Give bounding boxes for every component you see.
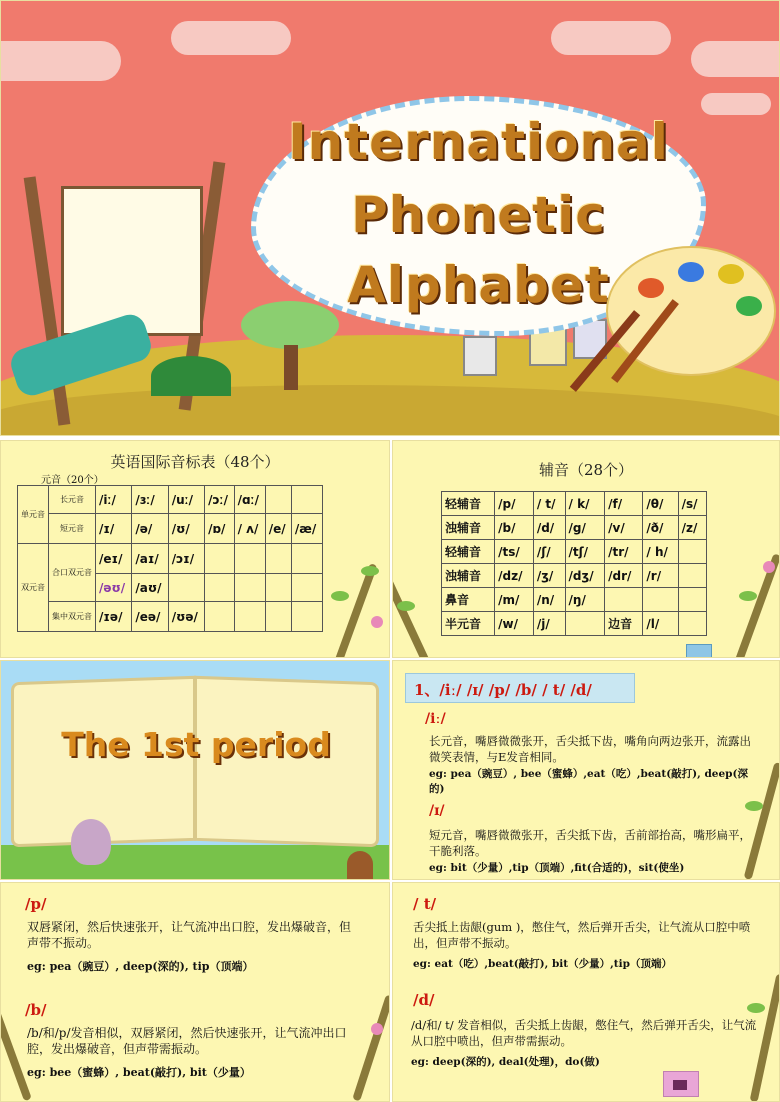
description: 短元音，嘴唇微微张开，舌尖抵下齿，舌前部抬高，嘴形扁平，干脆利落。 [429, 828, 751, 858]
row-label: 鼻音 [442, 588, 495, 612]
symbol-heading: /d/ [413, 991, 435, 1009]
example-line: eg: bit（少量）,tip（顶端）,fit(合适的)，sit(使坐) [429, 862, 685, 874]
ipa-cell [678, 540, 706, 564]
group-label: 双元音 [18, 544, 49, 632]
title-line-2: Phonetic [351, 186, 606, 244]
row-label: 长元音 [49, 486, 96, 514]
ipa-cell: /ɔː/ [205, 486, 235, 514]
ipa-cell: /p/ [495, 492, 534, 516]
description: /b/和/p/发音相似，双唇紧闭，然后快速张开，让气流冲出口腔，发出爆破音，但声带需振动。 [27, 1026, 347, 1056]
ipa-cell: /r/ [643, 564, 678, 588]
period-title: The 1st period [61, 725, 331, 764]
ipa-cell: /d/ [533, 516, 565, 540]
ipa-cell: /iː/ [96, 486, 132, 514]
cloud [701, 93, 771, 115]
row-label: 集中双元音 [49, 602, 96, 632]
ipa-cell: /ɑː/ [234, 486, 265, 514]
ipa-cell: /ɜː/ [132, 486, 168, 514]
next-arrow-button[interactable] [686, 644, 712, 658]
title-line-1: International [288, 113, 669, 171]
description: /d/和/ t/ 发音相似，舌尖抵上齿龈，憋住气，然后弹开舌尖，让气流从口腔中喷出，但声带需振动。 [411, 1018, 757, 1048]
leaf [331, 591, 349, 601]
ipa-cell: /ɔɪ/ [168, 544, 204, 574]
title-line-3: Alphabet [347, 256, 610, 314]
leaf [361, 566, 379, 576]
ipa-cell: /e/ [265, 514, 291, 544]
cloud [691, 41, 780, 77]
ipa-cell: /ɪə/ [96, 602, 132, 632]
ipa-cell: /n/ [533, 588, 565, 612]
flower [371, 616, 383, 628]
ipa-cell: /ɪ/ [96, 514, 132, 544]
ipa-cell: /eə/ [132, 602, 168, 632]
vine [332, 563, 377, 658]
ipa-cell: /ɒ/ [205, 514, 235, 544]
description: 长元音，嘴唇微微张开，舌尖抵下齿，嘴角向两边张开，流露出微笑表情，与E发音相同。 [429, 734, 751, 764]
vowel-heading: 英语国际音标表（48个） [110, 453, 280, 471]
ipa-cell: / ʌ/ [234, 514, 265, 544]
cloud [551, 21, 671, 55]
elephant-icon [71, 819, 111, 865]
row-label: 浊辅音 [442, 516, 495, 540]
row-label: 轻辅音 [442, 540, 495, 564]
consonant-heading: 辅音（28个） [538, 461, 634, 479]
example-line: eg: deep(深的), deal(处理)，do(做) [411, 1056, 600, 1068]
ipa-cell: / t/ [533, 492, 565, 516]
tree-trunk [284, 345, 298, 390]
symbol-heading: /p/ [25, 895, 47, 913]
ipa-cell: /əʊ/ [96, 574, 132, 602]
ipa-cell: /m/ [495, 588, 534, 612]
ipa-cell [291, 486, 322, 514]
symbol-heading: /iː/ [425, 711, 446, 727]
ipa-cell: /b/ [495, 516, 534, 540]
ipa-cell: /eɪ/ [96, 544, 132, 574]
ipa-cell: /l/ [643, 612, 678, 636]
leaf [397, 601, 415, 611]
period-slide [0, 660, 390, 880]
lesson-header [405, 673, 635, 703]
example-line: eg: pea（豌豆）, bee（蜜蜂）,eat（吃）,beat(敲打), deep(深的) [429, 768, 748, 795]
ipa-cell: /ʒ/ [533, 564, 565, 588]
ipa-cell: /dz/ [495, 564, 534, 588]
row-label: 半元音 [442, 612, 495, 636]
flower [371, 1023, 383, 1035]
ipa-cell: /ʊ/ [168, 514, 204, 544]
ipa-cell [265, 486, 291, 514]
video-camera-icon[interactable] [663, 1071, 699, 1097]
row-label: 浊辅音 [442, 564, 495, 588]
example-line: eg: bee（蜜蜂）, beat(敲打), bit（少量） [27, 1066, 251, 1079]
cloud [171, 21, 291, 55]
symbol-heading: /b/ [25, 1001, 47, 1019]
ipa-cell [678, 564, 706, 588]
lesson-slide-p [0, 882, 390, 1102]
door-icon [347, 851, 373, 880]
group-label: 单元音 [18, 486, 49, 544]
ipa-cell: /v/ [605, 516, 643, 540]
ipa-cell: /g/ [565, 516, 605, 540]
consonant-table-slide [392, 440, 780, 658]
lesson-slide-i [392, 660, 780, 880]
description: 双唇紧闭，然后快速张开，让气流冲出口腔，发出爆破音，但声带不振动。 [27, 920, 352, 950]
row-label: 短元音 [49, 514, 96, 544]
row-label: 轻辅音 [442, 492, 495, 516]
leaf [739, 591, 757, 601]
ipa-cell: /s/ [678, 492, 706, 516]
title-slide [0, 0, 780, 436]
ipa-cell: /w/ [495, 612, 534, 636]
ipa-cell: /dʒ/ [565, 564, 605, 588]
ipa-cell: /ə/ [132, 514, 168, 544]
lesson-slide-t [392, 882, 780, 1102]
vowel-subheading: 元音（20个） [41, 475, 104, 486]
row-label: 边音 [605, 612, 643, 636]
ipa-cell: /æ/ [291, 514, 322, 544]
grass [1, 845, 389, 879]
row-label: 合口双元音 [49, 544, 96, 602]
ipa-cell: /dr/ [605, 564, 643, 588]
flower [763, 561, 775, 573]
ipa-cell: /tr/ [605, 540, 643, 564]
ipa-cell: /ð/ [643, 516, 678, 540]
ipa-cell: /ʃ/ [533, 540, 565, 564]
ipa-cell: /ʊə/ [168, 602, 204, 632]
ipa-cell: / k/ [565, 492, 605, 516]
consonant-table [441, 491, 707, 636]
ipa-cell: /j/ [533, 612, 565, 636]
vowel-table [17, 485, 323, 632]
ipa-cell: /z/ [678, 516, 706, 540]
house-icon [463, 336, 497, 376]
leaf [745, 801, 763, 811]
ipa-cell: / h/ [643, 540, 678, 564]
description: 舌尖抵上齿龈(gum )，憋住气，然后弹开舌尖，让气流从口腔中喷出，但声带不振动。 [413, 920, 751, 950]
ipa-cell: /uː/ [168, 486, 204, 514]
symbol-heading: /ɪ/ [429, 803, 445, 819]
example-line: eg: eat（吃）,beat(敲打), bit（少量）,tip（顶端） [413, 958, 672, 970]
leaf [747, 1003, 765, 1013]
bush [151, 356, 231, 396]
lesson-header-text: 1、/iː/ /ɪ/ /p/ /b/ / t/ /d/ [414, 681, 592, 699]
ipa-cell: /aʊ/ [132, 574, 168, 602]
ipa-cell: /f/ [605, 492, 643, 516]
symbol-heading: / t/ [413, 895, 437, 913]
ipa-cell: /tʃ/ [565, 540, 605, 564]
example-line: eg: pea（豌豆）, deep(深的), tip（顶端） [27, 960, 254, 973]
vine [392, 574, 432, 658]
ipa-cell: /θ/ [643, 492, 678, 516]
drawing-board [61, 186, 203, 336]
vowel-table-slide [0, 440, 390, 658]
ipa-cell: /aɪ/ [132, 544, 168, 574]
cloud [0, 41, 121, 81]
ipa-cell: /ts/ [495, 540, 534, 564]
ipa-cell: /ŋ/ [565, 588, 605, 612]
